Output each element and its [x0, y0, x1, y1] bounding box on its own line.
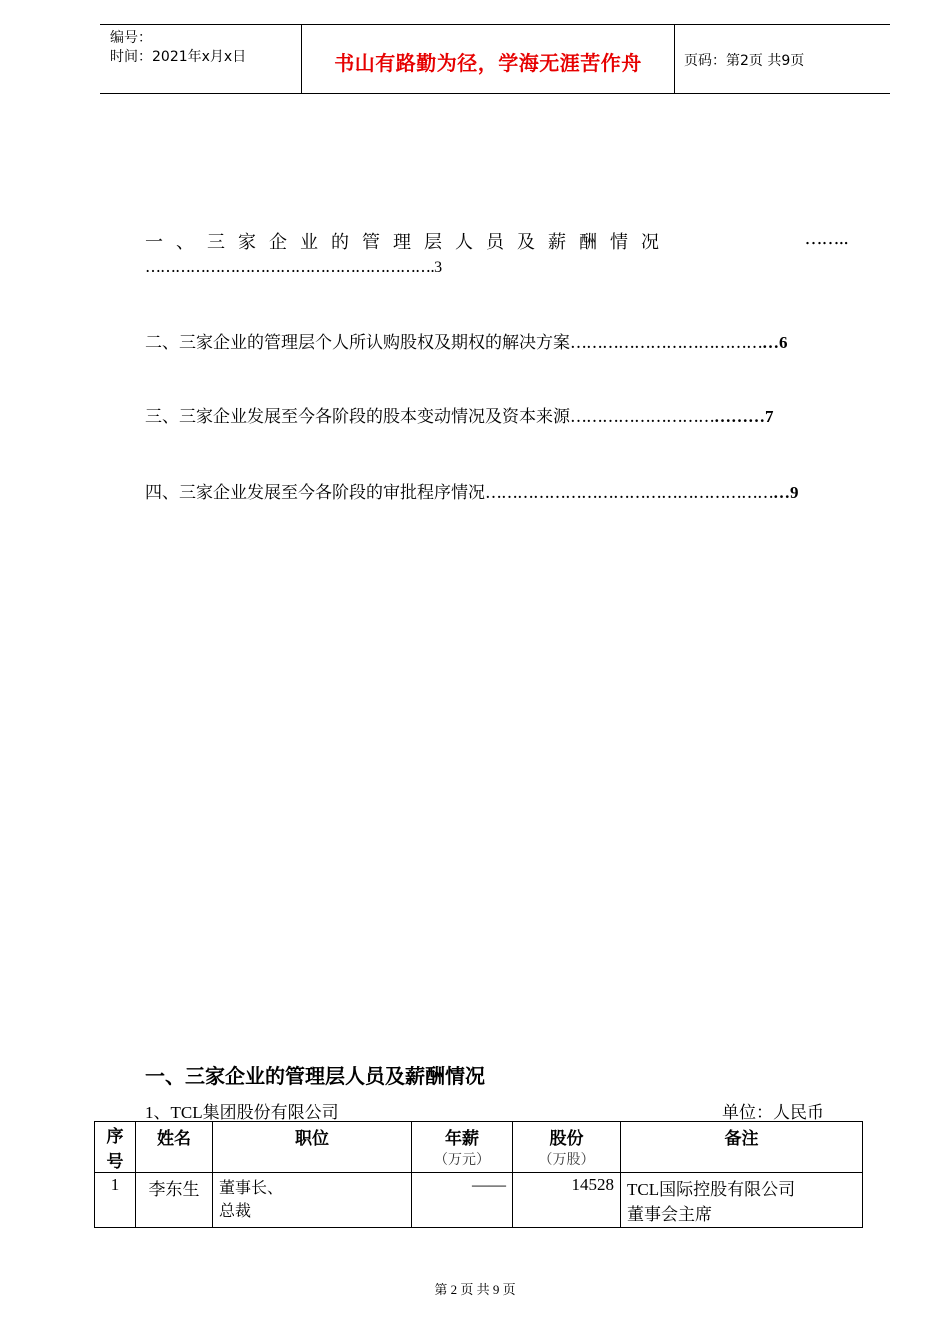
shares-unit: （万股） [538, 1153, 595, 1168]
salary-unit: （万元） [434, 1153, 490, 1168]
toc-entry-1-continued [145, 257, 848, 277]
position-line: 总裁 [219, 1203, 252, 1220]
header-position: 职位 [213, 1122, 412, 1173]
time-label: 时间：2021年x月x日 [110, 49, 247, 65]
toc-entry-1 [145, 228, 848, 254]
cell-salary: —— [412, 1173, 513, 1228]
header-motto: 书山有路勤为径，学海无涯苦作舟 [334, 51, 642, 75]
toc-entry-2 [145, 328, 848, 353]
toc-page-number: ………7 [714, 407, 774, 426]
toc-entry-label: 三、三家企业发展至今各阶段的股本变动情况及资本来源 [145, 407, 570, 427]
cell-seq: 1 [95, 1173, 136, 1228]
header-salary [412, 1122, 513, 1173]
toc-dots: ……………………… [570, 407, 714, 427]
toc-entry-label: 二、三家企业的管理层个人所认购股权及期权的解决方案 [145, 333, 570, 353]
cell-note [621, 1173, 863, 1228]
shares-label: 股份 [549, 1129, 584, 1148]
header-page-info: 页码：第2页 共9页 [684, 53, 805, 69]
currency-unit: 单位：人民币 [722, 1103, 824, 1122]
toc-entry-3 [145, 402, 848, 427]
toc-dots: ……………………………… [570, 333, 762, 353]
cell-shares: 14528 [513, 1173, 621, 1228]
cell-name: 李东生 [136, 1173, 213, 1228]
note-line: TCL国际控股有限公司 [627, 1180, 796, 1199]
toc-page-number: …9 [773, 483, 799, 502]
salary-label: 年薪 [445, 1129, 479, 1148]
toc-dots: …………………………………………………. [145, 257, 435, 276]
header-note: 备注 [621, 1122, 863, 1173]
toc-dots: …….. [804, 228, 848, 249]
toc-dots: ……………………………………………… [485, 483, 773, 503]
toc-page-number: …6 [762, 333, 788, 352]
section-title: 一、三家企业的管理层人员及薪酬情况 [145, 1064, 485, 1088]
page-header [100, 24, 890, 94]
table-header-row [95, 1122, 863, 1173]
company-subtitle: 1、TCL集团股份有限公司 [145, 1103, 339, 1122]
header-divider [674, 25, 675, 93]
note-line: 董事会主席 [627, 1205, 712, 1224]
toc-entry-label: 四、三家企业发展至今各阶段的审批程序情况 [145, 483, 485, 503]
toc-entry-4 [145, 478, 848, 503]
header-name: 姓名 [136, 1122, 213, 1173]
header-seq: 序号 [95, 1122, 136, 1173]
serial-label: 编号： [110, 30, 152, 46]
cell-position [213, 1173, 412, 1228]
management-table [94, 1121, 863, 1228]
header-shares [513, 1122, 621, 1173]
table-row [95, 1173, 863, 1228]
position-line: 董事长、 [219, 1180, 284, 1197]
page-footer: 第 2 页 共 9 页 [434, 1282, 516, 1297]
toc-entry-label: 一、三家企业的管理层人员及薪酬情况 [145, 232, 672, 253]
toc-page-number: 3 [434, 259, 443, 276]
header-meta [110, 29, 246, 67]
